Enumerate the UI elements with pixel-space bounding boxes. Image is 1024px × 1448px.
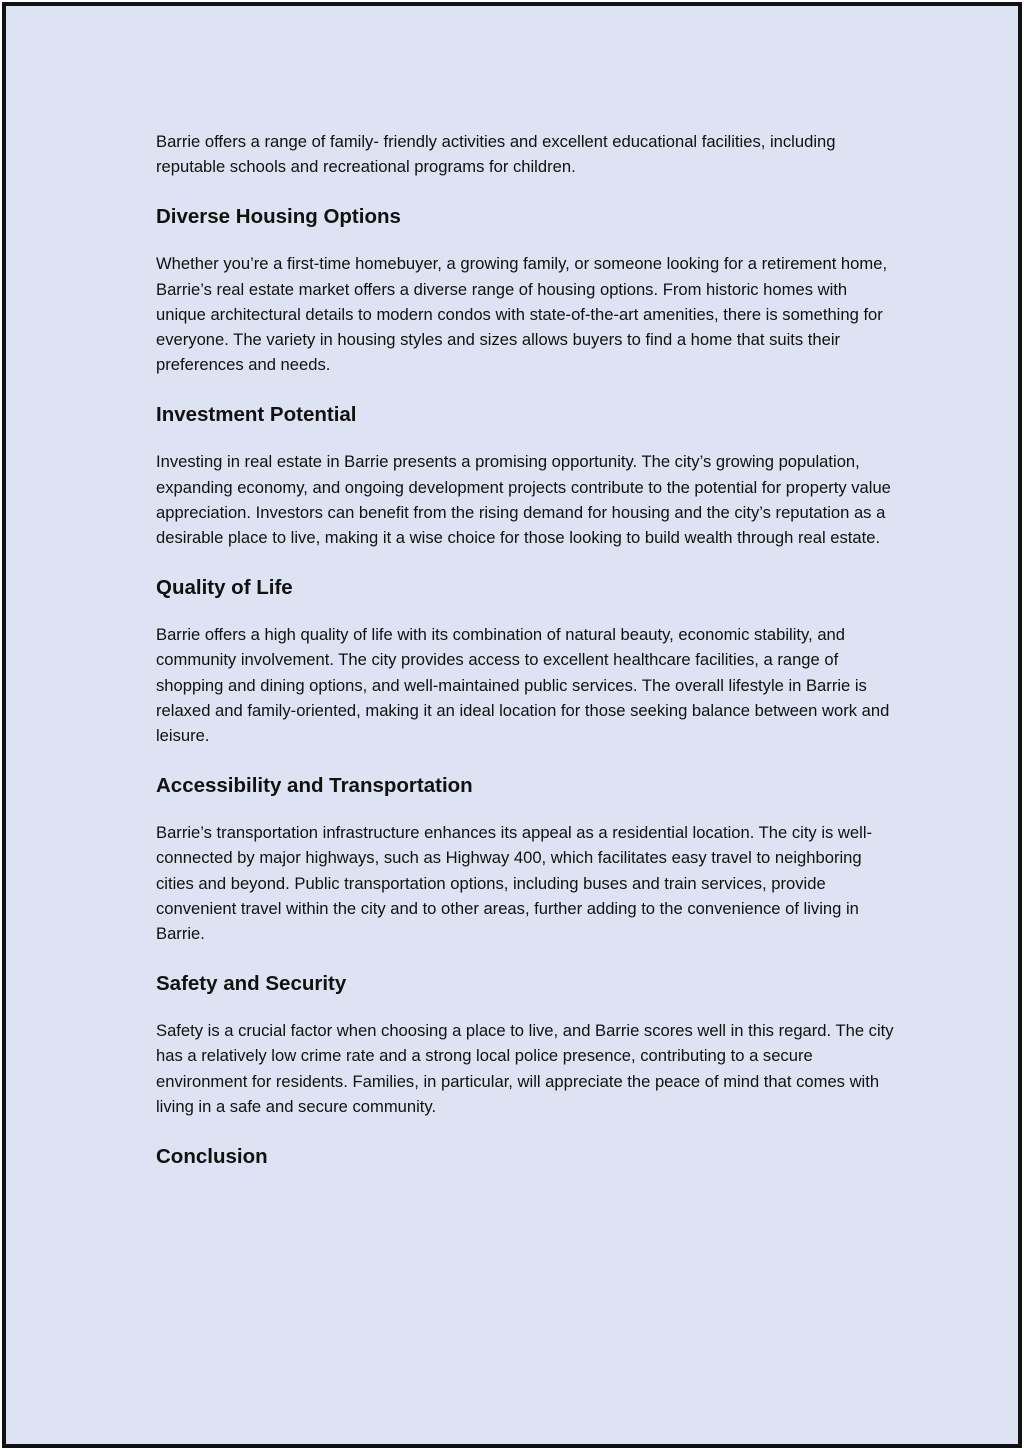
- section-accessibility-transportation: [156, 771, 896, 946]
- section-diverse-housing: [156, 202, 896, 377]
- section-paragraph: Barrie offers a high quality of life with its combination of natural beauty, economic stability, and community involvement. The city provides access to excellent healthcare facilities, a range of shopping and dining options, and well-maintained public services. The overall lifestyle in Barrie is relaxed and family-oriented, making it an ideal location for those seeking balance between work and leisure.: [156, 625, 890, 746]
- section-quality-of-life: [156, 573, 896, 748]
- section-paragraph: Investing in real estate in Barrie presents a promising opportunity. The city’s growing population, expanding economy, and ongoing development projects contribute to the potential for property value appreciation. Investors can benefit from the rising demand for housing and the city’s reputation as a desirable place to live, making it a wise choice for those looking to build wealth through real estate.: [156, 452, 891, 548]
- section-heading: Diverse Housing Options: [156, 205, 401, 229]
- section-heading: Accessibility and Transportation: [156, 774, 473, 798]
- section-paragraph: Safety is a crucial factor when choosing a place to live, and Barrie scores well in this regard. The city has a relatively low crime rate and a strong local police presence, contributing to a secure environment for residents. Families, in particular, will appreciate the peace of mind that comes with living in a safe and secure community.: [156, 1021, 894, 1116]
- section-heading: Investment Potential: [156, 403, 357, 427]
- section-conclusion: [156, 1142, 896, 1172]
- section-paragraph: Whether you’re a first-time homebuyer, a growing family, or someone looking for a retirement home, Barrie’s real estate market offers a diverse range of housing options. From historic homes with unique architectural details to modern condos with state-of-the-art amenities, there is something for everyone. The variety in housing styles and sizes allows buyers to find a home that suits their preferences and needs.: [156, 254, 888, 375]
- section-safety-security: [156, 969, 896, 1119]
- section-heading: Conclusion: [156, 1145, 268, 1169]
- document-content: [156, 129, 896, 1172]
- section-paragraph: Barrie’s transportation infrastructure enhances its appeal as a residential location. The city is well-connected by major highways, such as Highway 400, which facilitates easy travel to neighboring cities and beyond. Public transportation options, including buses and train services, provide convenient travel within the city and to other areas, further adding to the convenience of living in Barrie.: [156, 823, 873, 944]
- intro-paragraph: Barrie offers a range of family- friendly activities and excellent educational facilities, including reputable schools and recreational programs for children.: [156, 132, 836, 177]
- section-heading: Safety and Security: [156, 972, 347, 996]
- section-heading: Quality of Life: [156, 576, 293, 600]
- page-frame: [2, 2, 1022, 1448]
- section-investment-potential: [156, 400, 896, 550]
